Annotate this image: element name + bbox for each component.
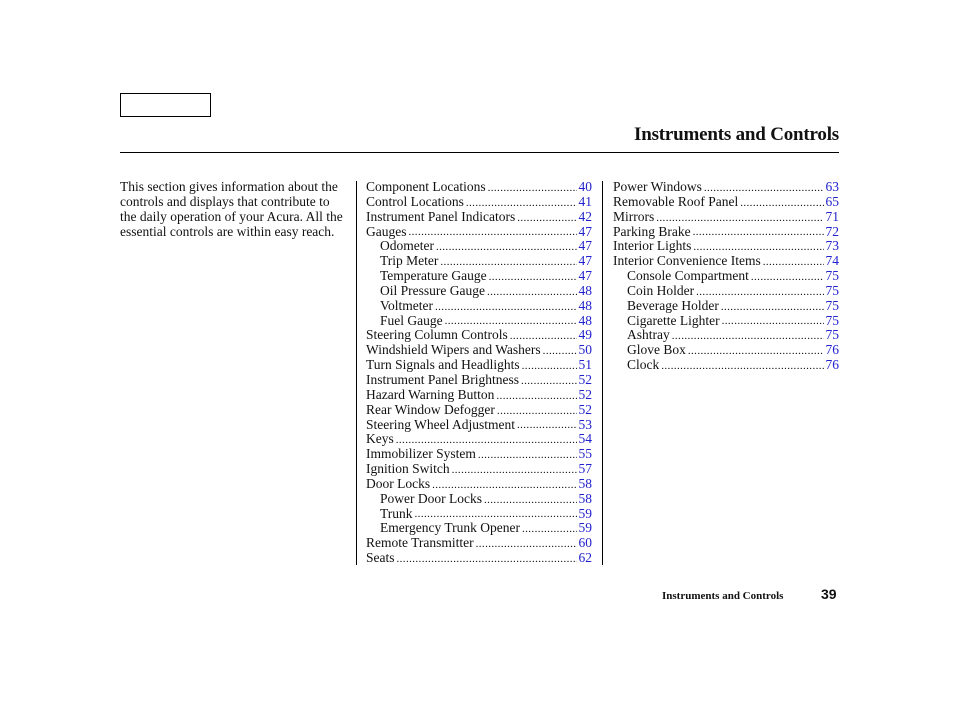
toc-entry-label: Remote Transmitter [366,535,474,551]
toc-entry-label: Ignition Switch [366,461,450,477]
dot-leader [432,479,576,492]
toc-entry-label: Fuel Gauge [380,312,443,328]
toc-entry-label: Ashtray [627,327,670,343]
toc-entry-page-link[interactable]: 65 [825,193,839,209]
toc-entry-label: Instrument Panel Indicators [366,208,516,224]
toc-entry-page-link[interactable]: 75 [825,297,839,313]
toc-entry[interactable] [366,195,592,210]
toc-entry[interactable] [366,299,592,314]
toc-entry[interactable] [366,328,592,343]
section-nav-box[interactable] [120,93,211,117]
dot-leader [466,197,577,210]
footer-section-label: Instruments and Controls [662,590,784,602]
toc-entry-page-link[interactable]: 41 [578,193,592,209]
title-divider [120,152,839,153]
toc-entry-label: Power Door Locks [380,490,482,506]
toc-entry-label: Mirrors [613,208,655,224]
toc-entry-label: Immobilizer System [366,446,476,462]
dot-leader [497,405,577,418]
toc-entry[interactable] [366,388,592,403]
toc-entry-label: Glove Box [627,342,686,358]
toc-entry[interactable] [366,358,592,373]
toc-entry-page-link[interactable]: 47 [578,223,592,239]
toc-entry-label: Control Locations [366,193,464,209]
column-divider-right [602,181,603,565]
toc-entry[interactable] [366,536,592,551]
toc-entry[interactable] [366,521,592,536]
toc-entry-page-link[interactable]: 74 [825,253,839,269]
toc-entry-label: Clock [627,357,660,373]
toc-entry-label: Temperature Gauge [380,268,487,284]
toc-entry[interactable] [366,180,592,195]
toc-entry-label: Gauges [366,223,407,239]
toc-entry-page-link[interactable]: 52 [578,401,592,417]
toc-entry-page-link[interactable]: 40 [578,179,592,194]
toc-entry[interactable] [613,328,839,343]
dot-leader [487,286,577,299]
toc-entry[interactable] [613,180,839,195]
dot-leader [543,345,577,358]
toc-entry[interactable] [613,195,839,210]
toc-entry[interactable] [613,284,839,299]
intro-paragraph: This section gives information about the controls and displays that contribute to the daily operation of your Acura. All the essential controls are within easy reach. [120,179,343,239]
dot-leader [517,419,577,432]
dot-leader [763,256,824,269]
toc-entry-label: Emergency Trunk Opener [380,520,520,536]
toc-entry-page-link[interactable]: 63 [825,179,839,194]
dot-leader [704,182,824,195]
toc-entry-page-link[interactable]: 76 [825,342,839,358]
toc-entry[interactable] [613,254,839,269]
toc-entry-label: Power Windows [613,179,702,194]
toc-entry-label: Odometer [380,238,434,254]
dot-leader [522,360,577,373]
toc-entry[interactable] [366,432,592,447]
toc-entry-label: Parking Brake [613,223,691,239]
toc-entry[interactable] [366,373,592,388]
toc-entry[interactable] [366,210,592,225]
toc-entry[interactable] [366,254,592,269]
toc-entry-page-link[interactable]: 58 [578,475,592,491]
toc-entry[interactable] [366,403,592,418]
dot-leader [476,538,577,551]
toc-entry[interactable] [366,239,592,254]
toc-entry-label: Voltmeter [380,297,433,313]
dot-leader [661,360,823,373]
toc-entry-label: Door Locks [366,475,431,491]
page-title: Instruments and Controls [634,124,839,145]
toc-entry-page-link[interactable]: 48 [578,282,592,298]
dot-leader [521,375,577,388]
toc-entry[interactable] [366,269,592,284]
toc-entry-label: Rear Window Defogger [366,401,495,417]
toc-entry-label: Turn Signals and Headlights [366,357,520,373]
column-divider-left [356,181,357,565]
toc-entry[interactable] [366,314,592,329]
toc-entry-label: Seats [366,550,395,566]
dot-leader [721,301,824,314]
toc-entry-page-link[interactable]: 50 [578,342,592,358]
toc-entry[interactable] [613,299,839,314]
toc-entry-page-link[interactable]: 62 [578,550,592,566]
toc-entry-label: Steering Column Controls [366,327,508,343]
toc-entry-page-link[interactable]: 76 [825,357,839,373]
toc-column-1 [366,180,592,566]
toc-entry-page-link[interactable]: 71 [825,208,839,224]
dot-leader [722,315,824,328]
dot-leader [693,226,824,239]
toc-entry-label: Interior Lights [613,238,692,254]
dot-leader [478,449,577,462]
toc-entry-page-link[interactable]: 48 [578,312,592,328]
toc-entry-label: Instrument Panel Brightness [366,371,519,387]
toc-entry-page-link[interactable]: 59 [578,520,592,536]
toc-entry-label: Component Locations [366,179,486,194]
dot-leader [696,286,823,299]
toc-entry-page-link[interactable]: 52 [578,386,592,402]
toc-entry-page-link[interactable]: 75 [825,268,839,284]
toc-entry-label: Trip Meter [380,253,439,269]
toc-entry[interactable] [366,447,592,462]
toc-entry-page-link[interactable]: 72 [825,223,839,239]
toc-entry-page-link[interactable]: 51 [578,357,592,373]
toc-entry-label: Beverage Holder [627,297,719,313]
toc-entry-page-link[interactable]: 75 [825,327,839,343]
dot-leader [517,212,576,225]
toc-entry-label: Cigarette Lighter [627,312,720,328]
toc-entry-page-link[interactable]: 42 [578,208,592,224]
toc-entry[interactable] [366,343,592,358]
dot-leader [688,345,824,358]
toc-entry-page-link[interactable]: 48 [578,297,592,313]
dot-leader [484,494,577,507]
toc-entry[interactable] [613,358,839,373]
toc-entry-page-link[interactable]: 73 [825,238,839,254]
toc-entry-page-link[interactable]: 59 [578,505,592,521]
toc-entry[interactable] [613,343,839,358]
footer-page-number: 39 [821,586,837,602]
toc-entry-page-link[interactable]: 53 [578,416,592,432]
toc-entry[interactable] [613,269,839,284]
toc-entry[interactable] [613,239,839,254]
toc-entry[interactable] [366,462,592,477]
toc-column-2 [613,180,839,373]
dot-leader [489,271,577,284]
toc-entry[interactable] [366,225,592,240]
toc-entry-label: Removable Roof Panel [613,193,739,209]
toc-entry-label: Console Compartment [627,268,749,284]
dot-leader [522,523,577,536]
toc-entry[interactable] [613,210,839,225]
toc-entry-page-link[interactable]: 75 [825,282,839,298]
toc-entry-page-link[interactable]: 57 [578,461,592,477]
dot-leader [656,212,823,225]
toc-entry-label: Keys [366,431,394,447]
toc-entry-page-link[interactable]: 75 [825,312,839,328]
toc-entry-page-link[interactable]: 52 [578,371,592,387]
toc-entry[interactable] [613,314,839,329]
toc-entry-page-link[interactable]: 47 [578,253,592,269]
dot-leader [751,271,824,284]
toc-entry-label: Trunk [380,505,413,521]
toc-entry[interactable] [613,225,839,240]
toc-entry[interactable] [366,284,592,299]
toc-entry[interactable] [366,507,592,522]
toc-entry[interactable] [366,418,592,433]
toc-entry-label: Oil Pressure Gauge [380,282,485,298]
toc-entry-label: Coin Holder [627,282,695,298]
toc-entry-page-link[interactable]: 58 [578,490,592,506]
toc-entry-page-link[interactable]: 54 [578,431,592,447]
dot-leader [397,553,577,566]
dot-leader [488,182,577,195]
toc-entry-page-link[interactable]: 47 [578,238,592,254]
toc-entry-label: Windshield Wipers and Washers [366,342,541,358]
dot-leader [740,197,823,210]
dot-leader [672,330,824,343]
toc-entry-page-link[interactable]: 55 [578,446,592,462]
dot-leader [435,301,577,314]
toc-entry-page-link[interactable]: 49 [578,327,592,343]
toc-entry-page-link[interactable]: 60 [578,535,592,551]
toc-entry[interactable] [366,477,592,492]
toc-entry-label: Steering Wheel Adjustment [366,416,515,432]
dot-leader [452,464,577,477]
toc-entry[interactable] [366,492,592,507]
toc-entry-page-link[interactable]: 47 [578,268,592,284]
dot-leader [496,390,576,403]
toc-entry[interactable] [366,551,592,566]
toc-entry-label: Hazard Warning Button [366,386,495,402]
dot-leader [436,241,577,254]
toc-entry-label: Interior Convenience Items [613,253,761,269]
